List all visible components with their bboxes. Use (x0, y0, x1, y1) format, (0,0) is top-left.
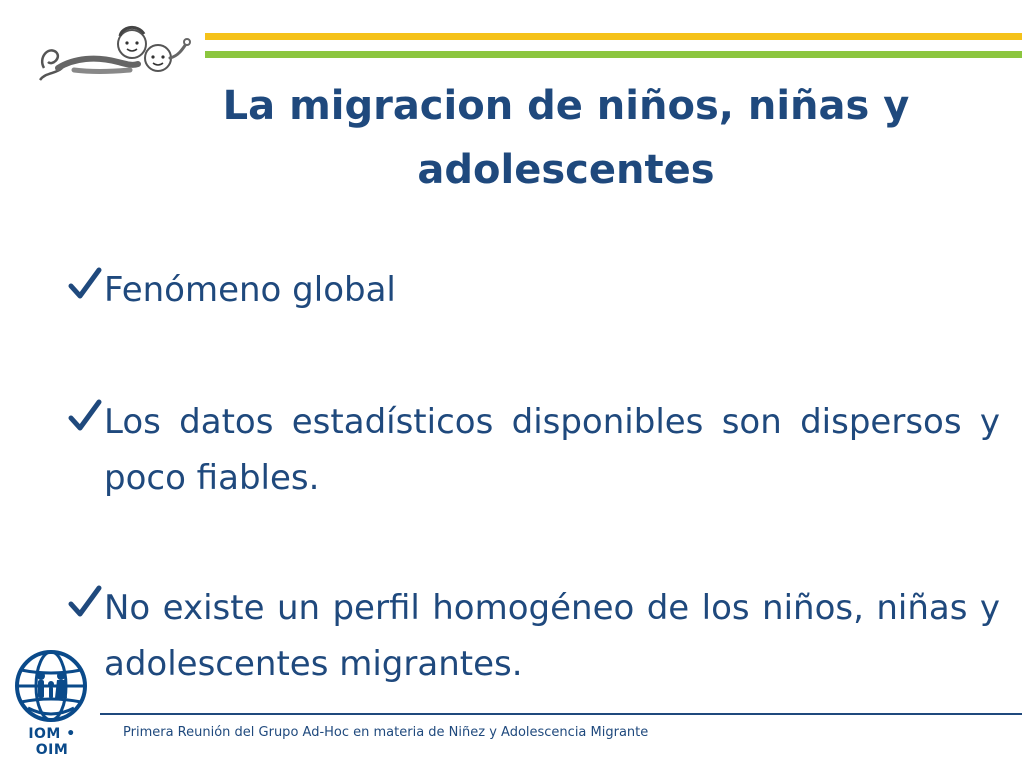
bullet-item (68, 394, 1000, 506)
bullet-item (68, 580, 1000, 692)
header-stripe-green (205, 51, 1022, 58)
checkmark-icon (68, 264, 102, 304)
children-drawing-icon (34, 18, 194, 90)
bullet-text: No existe un perfil homogéneo de los niños, niñas y adolescentes migrantes. (104, 588, 1000, 684)
bullet-text: Los datos estadísticos disponibles son dispersos y poco fiables. (104, 402, 1000, 498)
checkmark-icon (68, 396, 102, 436)
checkmark-icon (68, 582, 102, 622)
header-stripe-yellow (205, 33, 1022, 40)
bullet-item (68, 262, 1000, 318)
slide-title: La migracion de niños, niñas y adolescentes (222, 83, 910, 193)
iom-caption: IOM • OIM (28, 726, 76, 758)
footer-text: Primera Reunión del Grupo Ad-Hoc en materia de Niñez y Adolescencia Migrante (123, 725, 649, 740)
bullet-text: Fenómeno global (104, 270, 396, 310)
footer-divider (100, 713, 1022, 715)
